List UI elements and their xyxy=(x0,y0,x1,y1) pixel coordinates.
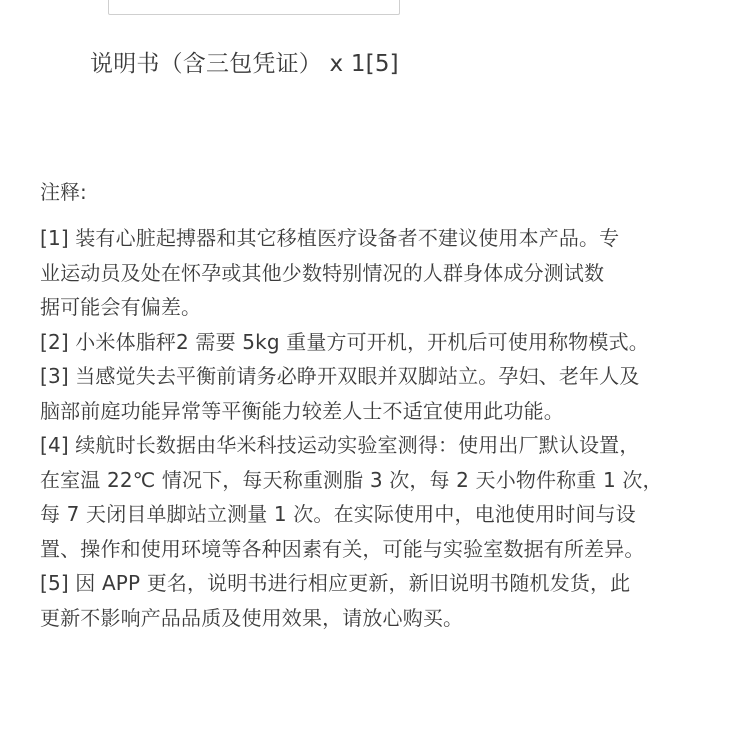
notes-list xyxy=(40,221,720,635)
note-line: 据可能会有偏差。 xyxy=(40,295,202,319)
note-line: [5] 因 APP 更名，说明书进行相应更新，新旧说明书随机发货，此 xyxy=(40,571,631,595)
note-line: 更新不影响产品品质及使用效果，请放心购买。 xyxy=(40,605,464,630)
note-line: 置、操作和使用环境等各种因素有关，可能与实验室数据有所差异。 xyxy=(40,536,645,561)
note-line: 业运动员及处在怀孕或其他少数特别情况的人群身体成分测试数 xyxy=(40,260,605,285)
note-line: 脑部前庭功能异常等平衡能力较差人士不适宜使用此功能。 xyxy=(40,398,564,423)
note-line: [2] 小米体脂秤2 需要 5kg 重量方可开机，开机后可使用称物模式。 xyxy=(40,329,649,354)
note-line: [1] 装有心脏起搏器和其它移植医疗设备者不建议使用本产品。专 xyxy=(40,226,620,250)
notes-heading: 注释: xyxy=(40,180,87,204)
package-item-manual: 说明书（含三包凭证） x 1[5] xyxy=(90,51,399,77)
note-line: 每 7 天闭目单脚站立测量 1 次。在实际使用中，电池使用时间与设 xyxy=(40,502,636,526)
note-line: [4] 续航时长数据由华米科技运动实验室测得：使用出厂默认设置， xyxy=(40,433,640,457)
note-line: 在室温 22℃ 情况下，每天称重测脂 3 次，每 2 天小物件称重 1 次， xyxy=(40,467,663,492)
cropped-image-frame xyxy=(108,0,400,15)
note-line: [3] 当感觉失去平衡前请务必睁开双眼并双脚站立。孕妇、老年人及 xyxy=(40,364,640,388)
